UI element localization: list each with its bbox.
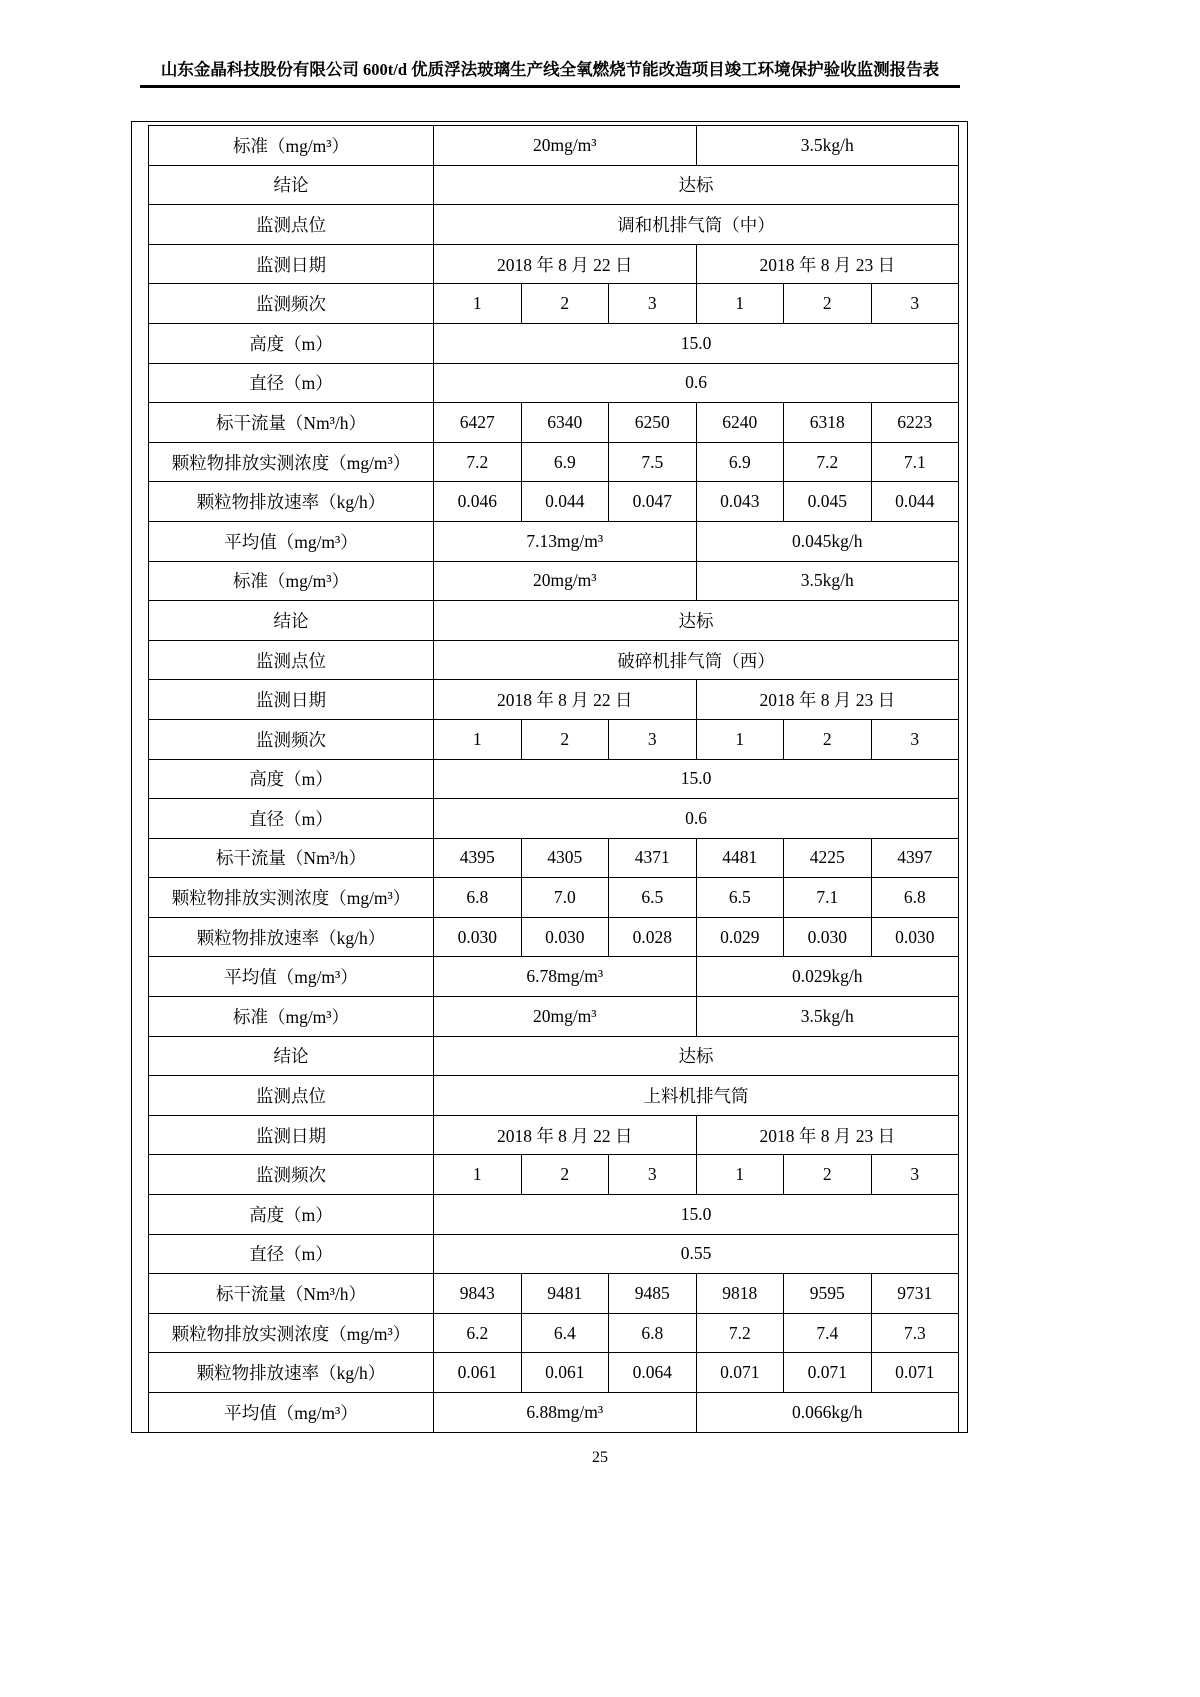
page-header (140, 50, 960, 88)
row-label: 平均值（mg/m³） (149, 521, 434, 561)
table-row (149, 680, 959, 720)
table-cell: 15.0 (434, 1195, 959, 1235)
row-label: 颗粒物排放实测浓度（mg/m³） (149, 878, 434, 918)
table-cell: 0.030 (521, 917, 609, 957)
row-label: 结论 (149, 1036, 434, 1076)
table-cell: 6.8 (871, 878, 959, 918)
row-label: 监测日期 (149, 1115, 434, 1155)
table-cell: 0.030 (434, 917, 522, 957)
table-cell: 7.2 (434, 442, 522, 482)
table-row (149, 1393, 959, 1433)
table-cell: 0.061 (521, 1353, 609, 1393)
table-cell: 20mg/m³ (434, 997, 697, 1037)
table-row (149, 917, 959, 957)
table-cell: 2018 年 8 月 22 日 (434, 244, 697, 284)
table-cell: 1 (696, 284, 784, 324)
table-cell: 3 (609, 1155, 697, 1195)
table-cell: 6.9 (696, 442, 784, 482)
table-cell: 9485 (609, 1274, 697, 1314)
row-label: 标准（mg/m³） (149, 997, 434, 1037)
monitoring-table (148, 125, 959, 1433)
table-cell: 6318 (784, 403, 872, 443)
table-cell: 2 (521, 719, 609, 759)
table-cell: 7.3 (871, 1313, 959, 1353)
table-cell: 4305 (521, 838, 609, 878)
table-cell: 0.6 (434, 363, 959, 403)
row-label: 颗粒物排放实测浓度（mg/m³） (149, 442, 434, 482)
table-row (149, 997, 959, 1037)
table-row (149, 561, 959, 601)
table-cell: 2018 年 8 月 23 日 (696, 1115, 959, 1155)
table-cell: 0.071 (871, 1353, 959, 1393)
table-cell: 上料机排气筒 (434, 1076, 959, 1116)
table-row (149, 601, 959, 641)
table-cell: 20mg/m³ (434, 126, 697, 166)
table-cell: 3.5kg/h (696, 126, 959, 166)
row-label: 监测频次 (149, 1155, 434, 1195)
table-cell: 2 (521, 284, 609, 324)
row-label: 监测日期 (149, 680, 434, 720)
table-cell: 3.5kg/h (696, 561, 959, 601)
table-cell: 6.4 (521, 1313, 609, 1353)
table-cell: 2018 年 8 月 23 日 (696, 680, 959, 720)
table-cell: 达标 (434, 1036, 959, 1076)
row-label: 颗粒物排放速率（kg/h） (149, 917, 434, 957)
table-cell: 3 (609, 284, 697, 324)
table-row (149, 244, 959, 284)
table-cell: 4371 (609, 838, 697, 878)
table-row (149, 1234, 959, 1274)
table-cell: 1 (434, 1155, 522, 1195)
table-cell: 7.4 (784, 1313, 872, 1353)
table-cell: 6250 (609, 403, 697, 443)
row-label: 直径（m） (149, 363, 434, 403)
table-cell: 1 (434, 719, 522, 759)
table-row (149, 442, 959, 482)
table-cell: 6.8 (609, 1313, 697, 1353)
table-cell: 0.043 (696, 482, 784, 522)
table-row (149, 1195, 959, 1235)
table-cell: 7.2 (696, 1313, 784, 1353)
table-row (149, 1076, 959, 1116)
row-label: 直径（m） (149, 799, 434, 839)
row-label: 颗粒物排放速率（kg/h） (149, 482, 434, 522)
row-label: 标干流量（Nm³/h） (149, 1274, 434, 1314)
table-row (149, 719, 959, 759)
table-cell: 0.047 (609, 482, 697, 522)
row-label: 平均值（mg/m³） (149, 1393, 434, 1433)
table-cell: 6223 (871, 403, 959, 443)
row-label: 标准（mg/m³） (149, 561, 434, 601)
table-cell: 3 (609, 719, 697, 759)
table-cell: 2 (521, 1155, 609, 1195)
table-cell: 0.030 (784, 917, 872, 957)
table-cell: 2018 年 8 月 22 日 (434, 680, 697, 720)
page-number: 25 (592, 1449, 608, 1466)
table-cell: 0.071 (784, 1353, 872, 1393)
table-cell: 4481 (696, 838, 784, 878)
table-cell: 6427 (434, 403, 522, 443)
table-cell: 调和机排气筒（中） (434, 205, 959, 245)
table-row (149, 323, 959, 363)
table-cell: 0.064 (609, 1353, 697, 1393)
table-cell: 3 (871, 719, 959, 759)
table-cell: 0.044 (521, 482, 609, 522)
table-row (149, 205, 959, 245)
table-row (149, 403, 959, 443)
table-cell: 9818 (696, 1274, 784, 1314)
table-cell: 0.029 (696, 917, 784, 957)
table-cell: 0.045kg/h (696, 521, 959, 561)
table-cell: 9481 (521, 1274, 609, 1314)
table-cell: 15.0 (434, 759, 959, 799)
table-row (149, 1353, 959, 1393)
row-label: 监测点位 (149, 640, 434, 680)
table-cell: 0.061 (434, 1353, 522, 1393)
table-cell: 0.066kg/h (696, 1393, 959, 1433)
table-cell: 1 (696, 1155, 784, 1195)
table-cell: 2 (784, 719, 872, 759)
table-row (149, 640, 959, 680)
table-cell: 3 (871, 284, 959, 324)
table-cell: 7.1 (871, 442, 959, 482)
table-cell: 2018 年 8 月 23 日 (696, 244, 959, 284)
table-row (149, 759, 959, 799)
row-label: 监测频次 (149, 719, 434, 759)
table-row (149, 126, 959, 166)
table-row (149, 838, 959, 878)
table-cell: 7.2 (784, 442, 872, 482)
table-cell: 4225 (784, 838, 872, 878)
row-label: 直径（m） (149, 1234, 434, 1274)
row-label: 颗粒物排放实测浓度（mg/m³） (149, 1313, 434, 1353)
row-label: 高度（m） (149, 759, 434, 799)
table-cell: 6.5 (609, 878, 697, 918)
table-cell: 1 (434, 284, 522, 324)
table-row (149, 957, 959, 997)
table-cell: 7.0 (521, 878, 609, 918)
row-label: 监测点位 (149, 1076, 434, 1116)
table-row (149, 363, 959, 403)
table-cell: 6340 (521, 403, 609, 443)
table-cell: 2 (784, 1155, 872, 1195)
table-row (149, 482, 959, 522)
table-cell: 6.2 (434, 1313, 522, 1353)
table-row (149, 1313, 959, 1353)
table-cell: 7.1 (784, 878, 872, 918)
table-cell: 6.78mg/m³ (434, 957, 697, 997)
table-cell: 15.0 (434, 323, 959, 363)
table-cell: 6.88mg/m³ (434, 1393, 697, 1433)
table-cell: 9843 (434, 1274, 522, 1314)
table-cell: 0.044 (871, 482, 959, 522)
row-label: 标干流量（Nm³/h） (149, 838, 434, 878)
table-cell: 4397 (871, 838, 959, 878)
document-title: 山东金晶科技股份有限公司 600t/d 优质浮法玻璃生产线全氧燃烧节能改造项目竣工环境保护验收监测报告表 (160, 59, 940, 79)
table-cell: 3 (871, 1155, 959, 1195)
row-label: 高度（m） (149, 323, 434, 363)
row-label: 监测日期 (149, 244, 434, 284)
row-label: 结论 (149, 165, 434, 205)
row-label: 平均值（mg/m³） (149, 957, 434, 997)
table-cell: 4395 (434, 838, 522, 878)
row-label: 高度（m） (149, 1195, 434, 1235)
row-label: 监测点位 (149, 205, 434, 245)
table-row (149, 1036, 959, 1076)
table-cell: 9595 (784, 1274, 872, 1314)
table-cell: 达标 (434, 601, 959, 641)
table-cell: 6.5 (696, 878, 784, 918)
table-cell: 0.029kg/h (696, 957, 959, 997)
table-cell: 0.046 (434, 482, 522, 522)
table-cell: 20mg/m³ (434, 561, 697, 601)
table-cell: 1 (696, 719, 784, 759)
table-cell: 0.071 (696, 1353, 784, 1393)
table-row (149, 165, 959, 205)
table-cell: 0.6 (434, 799, 959, 839)
table-cell: 6.9 (521, 442, 609, 482)
table-row (149, 878, 959, 918)
table-row (149, 1274, 959, 1314)
row-label: 标干流量（Nm³/h） (149, 403, 434, 443)
table-cell: 0.045 (784, 482, 872, 522)
table-row (149, 521, 959, 561)
table-cell: 6240 (696, 403, 784, 443)
table-cell: 7.5 (609, 442, 697, 482)
table-cell: 0.028 (609, 917, 697, 957)
table-cell: 0.030 (871, 917, 959, 957)
table-cell: 2018 年 8 月 22 日 (434, 1115, 697, 1155)
table-cell: 破碎机排气筒（西） (434, 640, 959, 680)
table-row (149, 799, 959, 839)
table-cell: 2 (784, 284, 872, 324)
table-cell: 达标 (434, 165, 959, 205)
table-cell: 0.55 (434, 1234, 959, 1274)
row-label: 结论 (149, 601, 434, 641)
table-row (149, 1115, 959, 1155)
table-cell: 9731 (871, 1274, 959, 1314)
row-label: 标准（mg/m³） (149, 126, 434, 166)
table-cell: 6.8 (434, 878, 522, 918)
table-row (149, 1155, 959, 1195)
table-row (149, 284, 959, 324)
row-label: 监测频次 (149, 284, 434, 324)
table-cell: 3.5kg/h (696, 997, 959, 1037)
row-label: 颗粒物排放速率（kg/h） (149, 1353, 434, 1393)
table-cell: 7.13mg/m³ (434, 521, 697, 561)
